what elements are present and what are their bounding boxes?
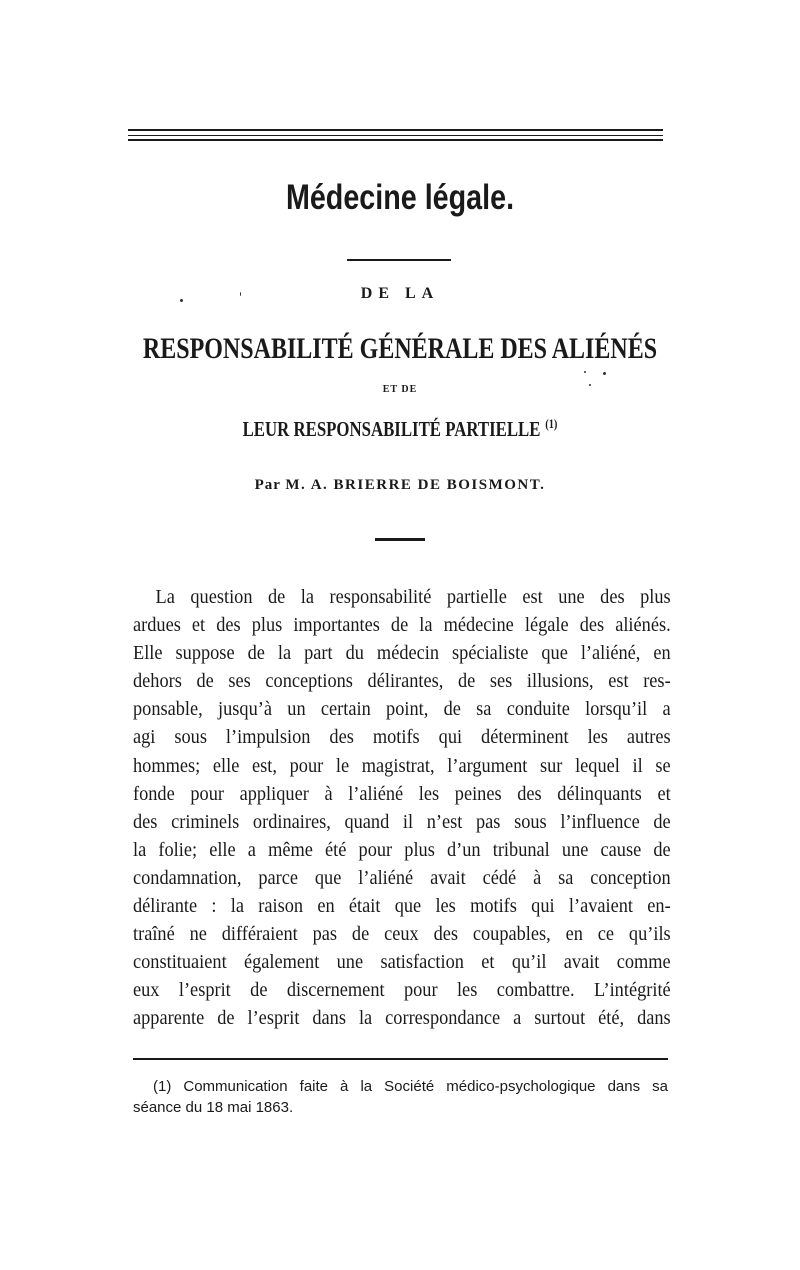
footnote-line: séance du 18 mai 1863. [133,1099,294,1116]
body-line: dehors de ses conceptions délirantes, de ses illusions, est res- [133,671,671,693]
footnote-reference: (1) [545,416,558,431]
author-divider [375,538,425,541]
footnote-line: (1) Communication faite à la Société médico-psychologique dans sa [153,1078,668,1095]
footnote-divider [133,1058,668,1060]
top-rule-lower [128,139,663,141]
scan-speck [584,371,586,373]
body-line: agi sous l’impulsion des motifs qui déterminent les autres [133,727,671,749]
body-line: eux l’esprit de discernement pour les combattre. L’intégrité [133,980,671,1002]
title-divider [347,259,451,261]
body-line: apparente de l’esprit dans la correspondance a surtout été, dans [133,1008,671,1030]
body-paragraph [133,584,671,1034]
body-line: traîné ne différaient pas de ceux des coupables, en ce qu’ils [133,924,671,946]
author-prefix: Par [254,477,281,493]
top-rule-thin [128,135,663,136]
body-line: condamnation, parce que l’aliéné avait cédé à sa conception [133,867,671,889]
body-line: la folie; elle a même été pour plus d’un tribunal une cause de [133,839,671,861]
top-rule [128,129,663,131]
de-la-label: DE LA [360,285,440,302]
subheading [80,416,720,442]
body-line: ponsable, jusqu’à un certain point, de sa conduite lorsqu’il a [133,699,671,721]
body-line: constituaient également une satisfaction et qu’il avait comme [133,952,671,974]
body-line: fonde pour appliquer à l’aliéné les peines des délinquants et [133,783,671,805]
main-heading: RESPONSABILITÉ GÉNÉRALE DES ALIÉNÉS [142,332,658,365]
subheading-text: LEUR RESPONSABILITÉ PARTIELLE [242,417,541,441]
body-line: des criminels ordinaires, quand il n’est pas sous l’influence de [133,811,671,833]
author-name: M. A. BRIERRE DE BOISMONT. [285,477,546,493]
body-line: La question de la responsabilité partielle est une des plus [155,587,671,608]
scan-speck [603,372,606,375]
footnote [133,1076,668,1118]
body-line: délirante : la raison en était que les motifs qui l’avaient en- [133,896,671,918]
author-byline [0,477,800,494]
body-line: Elle suppose de la part du médecin spécialiste que l’aliéné, en [133,643,671,665]
body-line: hommes; elle est, pour le magistrat, l’argument sur lequel il se [133,755,671,777]
section-title: Médecine légale. [285,178,515,217]
body-line: ardues et des plus importantes de la médecine légale des aliénés. [133,615,671,637]
et-de-label: ET DE [382,384,418,395]
